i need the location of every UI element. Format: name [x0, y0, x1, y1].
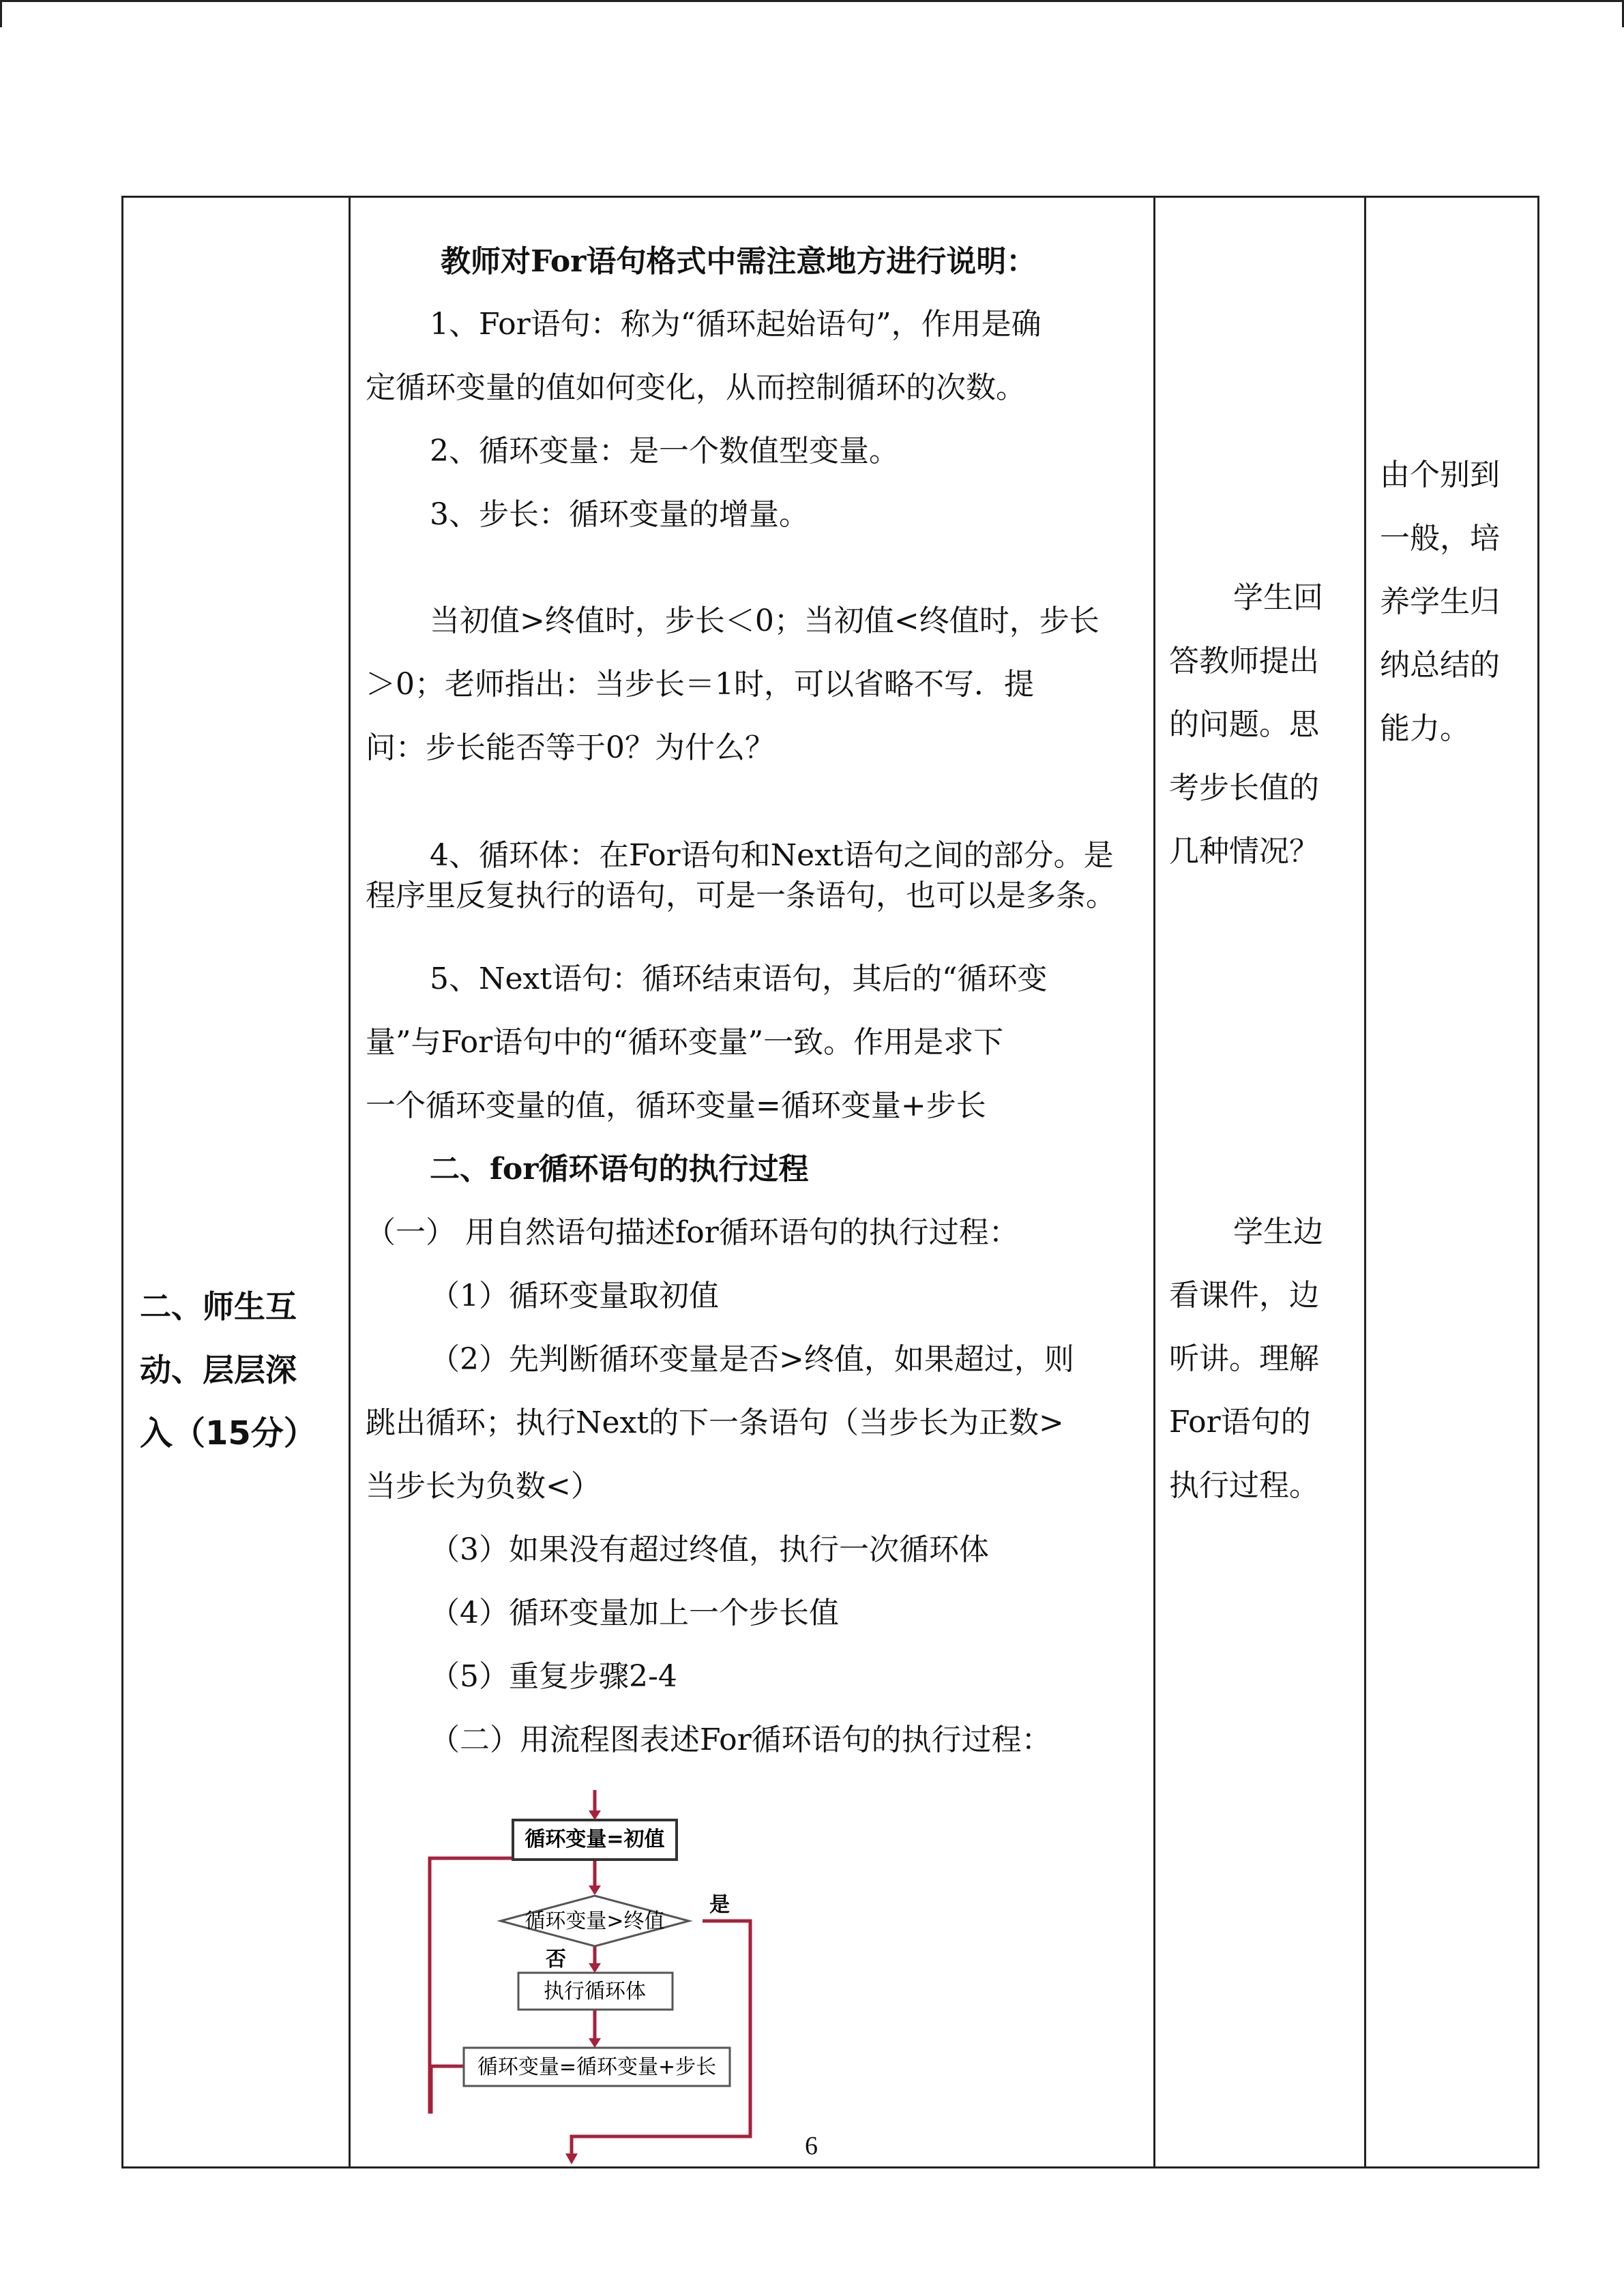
flow-init-label: 循环变量=初值 [525, 1828, 665, 1851]
step-note-b: ＞0；老师指出：当步长＝1时，可以省略不写．提 [366, 667, 1034, 702]
step-1: （1）循环变量取初值 [430, 1279, 719, 1313]
arrowhead-exit [565, 2153, 578, 2164]
sub-1-title: （一） 用自然语句描述for循环语句的执行过程： [366, 1215, 1019, 1250]
student-activity-1: 学生回 答教师提出 的问题。思 考步长值的 几种情况？ [1169, 580, 1323, 869]
step-5: （5）重复步骤2-4 [430, 1659, 677, 1694]
step-note-c: 问：步长能否等于0？为什么？ [366, 730, 775, 765]
page-top-border [0, 0, 1624, 2]
flow-step-label: 循环变量=循环变量+步长 [477, 2055, 717, 2079]
stage-column [123, 197, 350, 2168]
step-2c: 当步长为负数<） [366, 1469, 601, 1504]
point-2: 2、循环变量：是一个数值型变量。 [430, 434, 899, 468]
design-intent-column [1365, 197, 1539, 2168]
step-2a: （2）先判断循环变量是否>终值，如果超过，则 [430, 1342, 1074, 1377]
for-loop-flowchart [409, 1790, 791, 2165]
point-1a: 1、For语句：称为“循环起始语句”，作用是确 [430, 307, 1042, 342]
arrowhead-cond [589, 1885, 601, 1895]
point-5a: 5、Next语句：循环结束语句，其后的“循环变 [430, 961, 1048, 996]
arrowhead-body [589, 1963, 601, 1973]
step-2b: 跳出循环；执行Next的下一条语句（当步长为正数> [366, 1405, 1064, 1440]
student-activity-2: 学生边 看课件，边 听讲。理解 For语句的 执行过程。 [1169, 1214, 1323, 1503]
flow-yes-label: 是 [709, 1893, 730, 1917]
point-1b: 定循环变量的值如何变化，从而控制循环的次数。 [366, 370, 1026, 405]
point-4: 4、循环体：在For语句和Next语句之间的部分。是程序里反复执行的语句，可是一条语句，也可以是多条。 [366, 838, 1116, 914]
page-left-edge [0, 0, 2, 27]
student-activity-column [1155, 197, 1365, 2168]
section-2-title: 二、for循环语句的执行过程 [430, 1152, 809, 1187]
lesson-plan-table [121, 196, 1539, 2168]
step-note-a: 当初值>终值时，步长＜0；当初值<终值时，步长 [430, 603, 1099, 638]
flow-no-label: 否 [546, 1948, 566, 1971]
point-5b: 量”与For语句中的“循环变量”一致。作用是求下 [366, 1025, 1004, 1060]
sub-2-title: （二）用流程图表述For循环语句的执行过程： [430, 1723, 1052, 1757]
step-4: （4）循环变量加上一个步长值 [430, 1596, 839, 1630]
stage-label: 二、师生互 动、层层深 入（15分） [140, 1288, 316, 1452]
arrowhead-step [589, 2038, 601, 2048]
arrowhead-entry [589, 1810, 601, 1820]
content-heading: 教师对For语句格式中需注意地方进行说明： [441, 244, 1037, 279]
step-3: （3）如果没有超过终值，执行一次循环体 [430, 1532, 989, 1567]
point-3: 3、步长：循环变量的增量。 [430, 497, 809, 532]
flow-condition-label: 循环变量>终值 [525, 1909, 665, 1933]
page-number: 6 [805, 2132, 818, 2160]
point-5c: 一个循环变量的值，循环变量=循环变量+步长 [366, 1088, 986, 1123]
flow-body-label: 执行循环体 [544, 1980, 646, 2003]
design-intent: 由个别到 一般，培 养学生归 纳总结的 能力。 [1380, 458, 1500, 746]
